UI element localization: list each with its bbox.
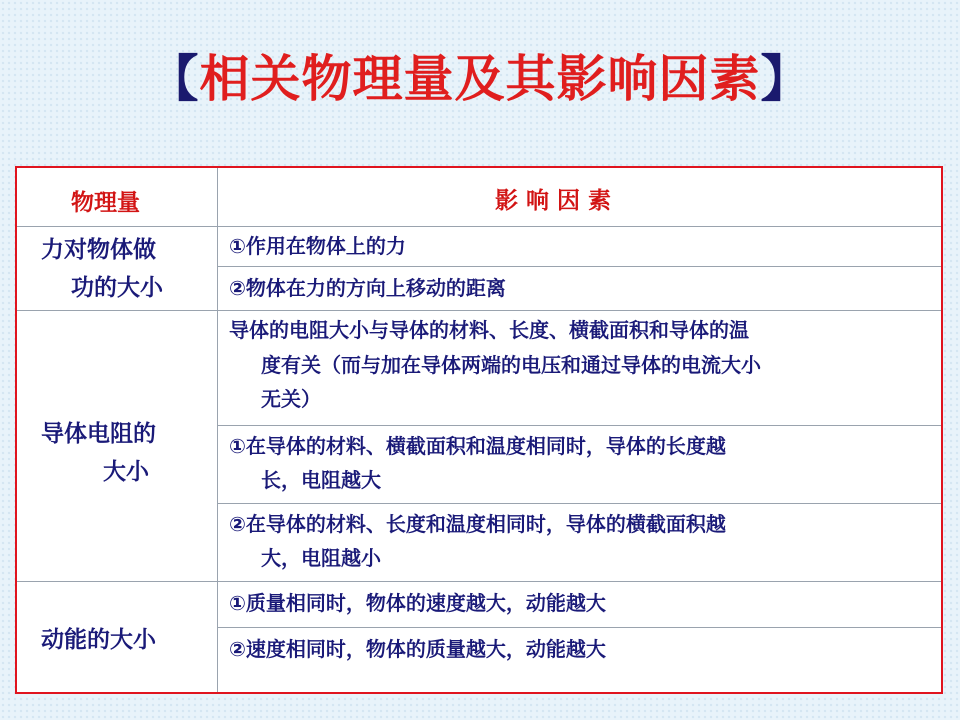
row-divider <box>217 503 941 504</box>
factor-item-continued: 无关） <box>261 387 321 411</box>
quantity-resistance-line1: 导体电阻的 <box>41 421 156 447</box>
column-divider <box>217 168 218 692</box>
factor-item-continued: 长，电阻越大 <box>261 468 381 492</box>
factor-item: ①在导体的材料、横截面积和温度相同时，导体的长度越 <box>229 434 726 458</box>
row-divider <box>217 266 941 267</box>
quantity-work-line1: 力对物体做 <box>41 237 156 263</box>
title-text: 相关物理量及其影响因素 <box>199 50 761 108</box>
factor-item-continued: 大，电阻越小 <box>261 546 381 570</box>
quantity-kinetic-energy: 动能的大小 <box>41 627 156 653</box>
header-quantity: 物理量 <box>71 190 140 216</box>
header-row-divider <box>17 226 941 227</box>
header-factors: 影 响 因 素 <box>495 188 612 214</box>
page-title <box>0 44 960 114</box>
factor-item: ②速度相同时，物体的质量越大，动能越大 <box>229 637 606 661</box>
title-open-bracket: 【 <box>148 50 200 108</box>
group-divider <box>17 310 941 311</box>
row-divider <box>217 627 941 628</box>
title-close-bracket: 】 <box>760 50 812 108</box>
factor-item-continued: 度有关（而与加在导体两端的电压和通过导体的电流大小 <box>261 353 761 377</box>
quantity-resistance-line2: 大小 <box>103 459 149 485</box>
group-divider <box>17 581 941 582</box>
factors-table <box>15 166 943 694</box>
factor-item: ②物体在力的方向上移动的距离 <box>229 276 506 300</box>
factor-item: ①作用在物体上的力 <box>229 234 406 258</box>
row-divider <box>217 425 941 426</box>
factor-item: 导体的电阻大小与导体的材料、长度、横截面积和导体的温 <box>229 318 749 342</box>
factor-item: ①质量相同时，物体的速度越大，动能越大 <box>229 591 606 615</box>
factor-item: ②在导体的材料、长度和温度相同时，导体的横截面积越 <box>229 512 726 536</box>
quantity-work-line2: 功的大小 <box>71 275 163 301</box>
